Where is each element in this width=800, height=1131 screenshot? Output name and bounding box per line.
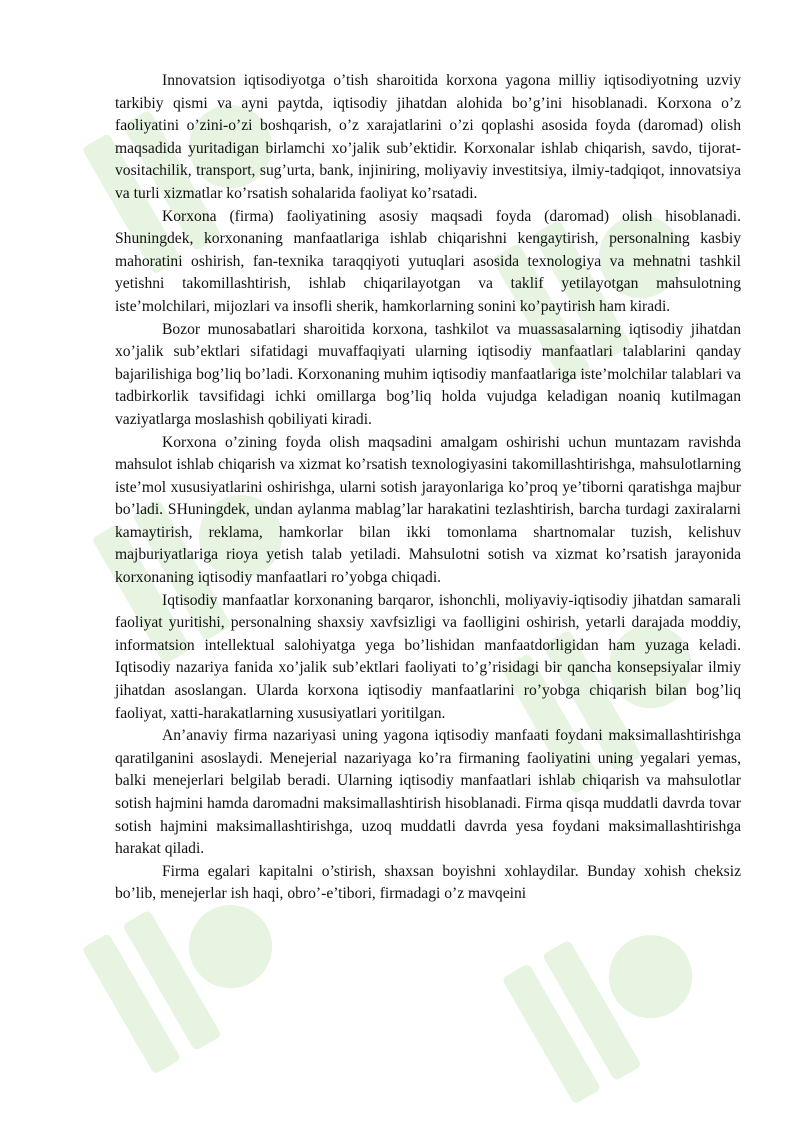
paragraph: An’anaviy firma nazariyasi uning yagona iqtisodiy manfaati foydani maksimallashtirishga qaratilganini asoslaydi. Menejerial nazariyaga ko’ra firmaning faoliyatini uning yegalari yemas, balki menejerlari belgilab beradi. Ularning iqtisodiy manfaatlari ishlab chiqarish va mahsulotlar sotish hajmini hamda daromadni maksimallashtirish hisoblanadi. Firma qisqa muddatli davrda tovar sotish hajmini maksimallashtirishga, uzoq muddatli davrda yesa foydani maksimallashtirishga harakat qiladi.: [115, 727, 741, 858]
paragraph: Korxona o’zining foyda olish maqsadini amalgam oshirishi uchun muntazam ravishda mahsulot ishlab chiqarish va xizmat ko’rsatish texnologiyasini takomillashtirishga, mahsulotlarning iste’mol xususiyatlarini oshirishga, ularni sotish jarayonlariga ko’proq ye’tiborni qaratishga majbur bo’ladi. SHuningdek, undan aylanma mablag’lar harakatini tezlashtirish, barcha turdagi zaxiralarni kamaytirish, reklama, hamkorlar bilan ikki tomonlama shartnomalar tuzish, kelishuv majburiyatlariga rioya yetish talab yetiladi. Mahsulotni sotish va xizmat ko’rsatish jarayonida korxonaning iqtisodiy manfaatlari ro’yobga chiqadi.: [115, 433, 741, 587]
paragraph: Innovatsion iqtisodiyotga o’tish sharoitida korxona yagona milliy iqtisodiyotning uzviy tarkibiy qismi va ayni paytda, iqtisodiy jihatdan alohida bo’g’ini hisoblanadi. Korxona o’z faoliyatini o’zini-o’zi boshqarish, o’z xarajatlarini o’zi qoplashi asosida foyda (daromad) olish maqsadida yuritadigan birlamchi xo’jalik sub’ektidir. Korxonalar ishlab chiqarish, savdo, tijorat-vositachilik, transport, sug’urta, bank, injiniring, moliyaviy investitsiya, ilmiy-tadqiqot, innovatsiya va turli xizmatlar ko’rsatish sohalarida faoliyat ko’rsatadi.: [115, 72, 741, 202]
paragraph: Korxona (firma) faoliyatining asosiy maqsadi foyda (daromad) olish hisoblanadi. Shuningdek, korxonaning manfaatlariga ishlab chiqarishni kengaytirish, personalning kasbiy mahoratini oshirish, fan-texnika taraqqiyoti yutuqlari asosida texnologiya va mehnatni tashkil yetishni takomillashtirish, ishlab chiqarilayotgan va taklif yetilayotgan mahsulotning iste’molchilari, mijozlari va insofli sherik, hamkorlarning sonini ko’paytirish ham kiradi.: [115, 207, 741, 315]
document-body: [115, 70, 741, 906]
paragraph: Bozor munosabatlari sharoitida korxona, tashkilot va muassasalarning iqtisodiy jihatdan xo’jalik sub’ektlari sifatidagi muvaffaqiyati ularning iqtisodiy manfaatlari talablarini qanday bajarilishiga bog’liq bo’ladi. Korxonaning muhim iqtisodiy manfaatlariga iste’molchilar talablari va tadbirkorlik tavsifidagi ichki omillarga bog’liq holda vujudga keladigan noaniq kutilmagan vaziyatlarga moslashish qobiliyati kiradi.: [115, 320, 741, 428]
paragraph: Firma egalari kapitalni o’stirish, shaxsan boyishni xohlaydilar. Bunday xohish cheksiz bo’lib, menejerlar ish haqi, obro’-e’tibori, firmadagi o’z mavqeini: [115, 862, 741, 903]
watermark-logo-icon: [480, 870, 740, 1130]
paragraph: Iqtisodiy manfaatlar korxonaning barqaror, ishonchli, moliyaviy-iqtisodiy jihatdan samarali faoliyat yuritishi, personalning shaxsiy xavfsizligi va faolligini oshirish, yetarli darajada moddiy, informatsion intellektual salohiyatga yega bo’lishidan manfaatdorligidan ham yuzaga keladi. Iqtisodiy nazariya fanida xo’jalik sub’ektlari faoliyati to’g’risidagi bir qancha konsepsiyalar ilmiy jihatdan asoslangan. Ularda korxona iqtisodiy manfaatlarini ro’yobga chiqarish bilan bog’liq faoliyat, xatti-harakatlarning xususiyatlari yoritilgan.: [115, 591, 741, 722]
